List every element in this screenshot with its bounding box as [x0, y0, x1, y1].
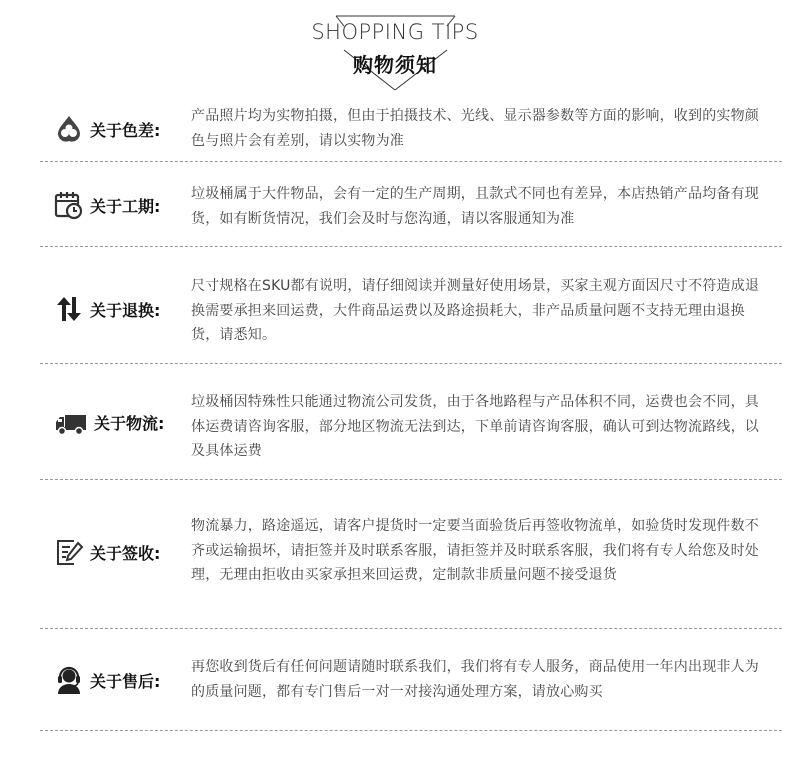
tip-section-logistics	[40, 390, 782, 470]
tip-text-signoff: 物流暴力，路途遥远，请客户提货时一定要当面验货后再签收物流单，如验货时发现件数不齐或运输损坏，请拒签并及时联系客服，请拒签并及时联系客服，我们将有专人给您及时处理，无理由拒收由买家承担来回运费，定制款非质量问题不接受退货	[191, 518, 759, 583]
divider	[40, 730, 782, 731]
headset-agent-icon	[54, 665, 84, 695]
tip-text-schedule: 垃圾桶属于大件物品，会有一定的生产周期，且款式不同也有差异，本店热销产品均备有现货，如有断货情况，我们会及时与您沟通，请以客服通知为准	[191, 186, 759, 227]
tip-section-aftersales	[40, 655, 782, 711]
header-title-en: SHOPPING TIPS	[311, 20, 479, 44]
calendar-clock-icon	[54, 190, 84, 220]
tip-section-signoff	[40, 514, 782, 614]
tip-label-schedule	[54, 190, 160, 220]
tip-label-return	[54, 294, 160, 324]
shopping-tips-header	[0, 0, 790, 95]
tip-section-schedule	[40, 182, 782, 238]
divider	[40, 246, 782, 247]
tip-label-logistics	[54, 407, 164, 437]
tip-label-text: 关于物流:	[94, 413, 165, 433]
tip-section-color	[40, 104, 782, 160]
droplets-icon	[54, 114, 84, 144]
header-title-cn: 购物须知	[353, 53, 437, 77]
tip-label-text: 关于退换:	[90, 300, 161, 320]
tip-text-return: 尺寸规格在SKU都有说明，请仔细阅读并测量好使用场景，买家主观方面因尺寸不符造成退换需要承担来回运费，大件商品运费以及路途损耗大，非产品质量问题不支持无理由退换货，请悉知。	[191, 278, 760, 343]
truck-icon	[54, 407, 88, 437]
tip-text-color: 产品照片均为实物拍摄，但由于拍摄技术、光线、显示器参数等方面的影响，收到的实物颜色与照片会有差别，请以实物为准	[191, 108, 759, 149]
divider	[40, 363, 782, 364]
divider	[40, 628, 782, 629]
form-edit-icon	[54, 537, 84, 567]
tip-label-aftersales	[54, 665, 160, 695]
tip-label-color	[54, 114, 160, 144]
tip-label-signoff	[54, 537, 160, 567]
tip-section-return	[40, 274, 782, 354]
divider	[40, 161, 782, 162]
tip-text-aftersales: 再您收到货后有任何问题请随时联系我们，我们将有专人服务，商品使用一年内出现非人为的质量问题，都有专门售后一对一对接沟通处理方案，请放心购买	[191, 659, 759, 700]
tip-label-text: 关于签收:	[90, 543, 161, 563]
swap-arrows-icon	[54, 294, 84, 324]
header-triangle-frame	[0, 0, 790, 95]
tip-label-text: 关于色差:	[90, 120, 161, 140]
tip-text-logistics: 垃圾桶因特殊性只能通过物流公司发货，由于各地路程与产品体积不同，运费也会不同，具体运费请咨询客服，部分地区物流无法到达，下单前请咨询客服，确认可到达物流路线，以及具体运费	[191, 394, 759, 459]
tip-label-text: 关于工期:	[90, 196, 161, 216]
divider	[40, 479, 782, 480]
tip-label-text: 关于售后:	[90, 671, 161, 691]
